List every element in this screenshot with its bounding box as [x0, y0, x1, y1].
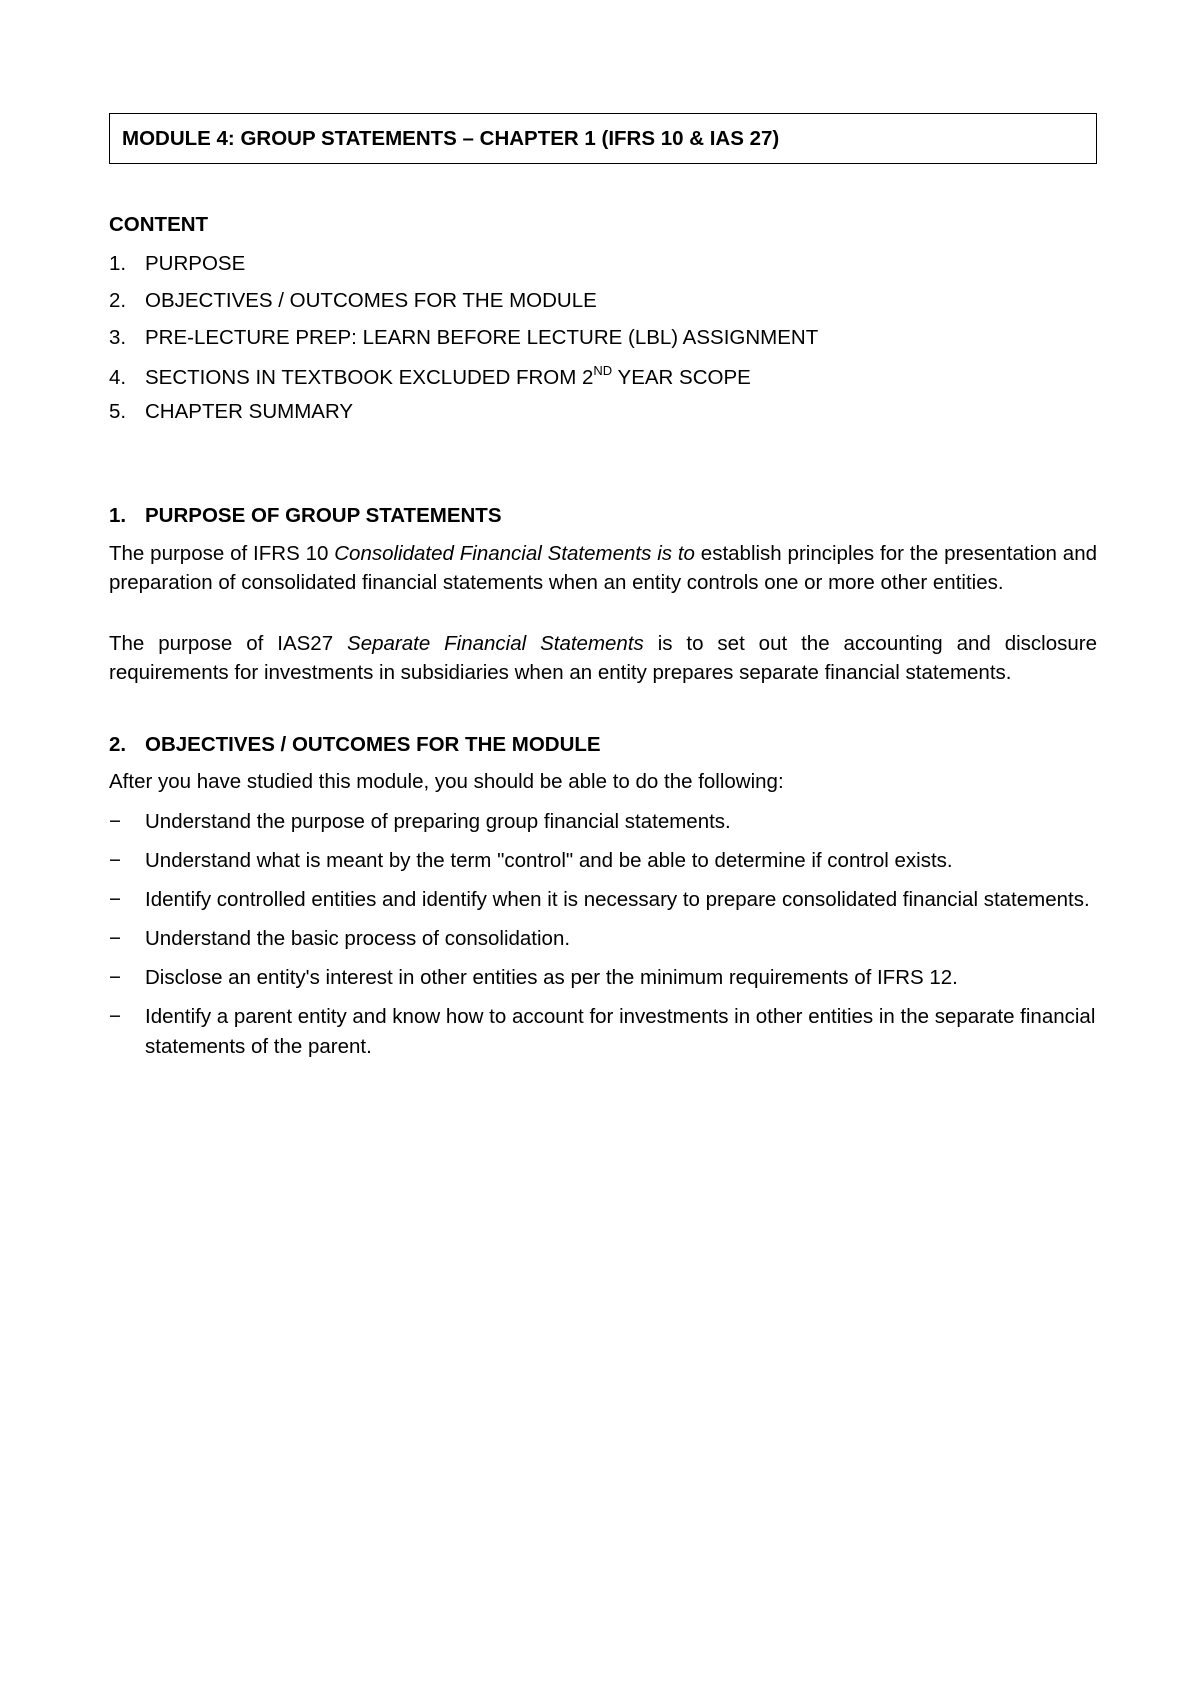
content-item-text: [145, 365, 751, 391]
objective-item: [109, 885, 1097, 915]
objective-text: Disclose an entity's interest in other entities as per the minimum requirements of IFRS 12.: [145, 966, 958, 989]
content-heading: CONTENT: [109, 213, 209, 236]
objective-text: Understand what is meant by the term "control" and be able to determine if control exists.: [145, 849, 953, 872]
content-list-item: [109, 399, 1097, 436]
objective-item: [109, 1002, 1097, 1062]
dash-bullet: −: [109, 888, 121, 911]
dash-bullet: −: [109, 966, 121, 989]
section-number: 2.: [109, 733, 127, 756]
content-item-number: 5.: [109, 400, 127, 423]
content-item-text-main: SECTIONS IN TEXTBOOK EXCLUDED FROM 2: [145, 366, 594, 389]
objective-text: Understand the purpose of preparing group financial statements.: [145, 810, 731, 833]
content-item-text: OBJECTIVES / OUTCOMES FOR THE MODULE: [145, 289, 597, 312]
objective-text: Identify controlled entities and identify when it is necessary to prepare consolidated financial statements.: [145, 888, 1090, 911]
content-item-text: PRE-LECTURE PREP: LEARN BEFORE LECTURE (LBL) ASSIGNMENT: [145, 326, 819, 349]
content-list: [109, 251, 1097, 436]
content-item-text: PURPOSE: [145, 252, 246, 275]
content-item-number: 3.: [109, 326, 127, 349]
content-item-number: 4.: [109, 366, 127, 389]
dash-bullet: −: [109, 927, 121, 950]
section-1-paragraph-2: [109, 630, 1097, 687]
content-item-number: 1.: [109, 252, 127, 275]
objective-text: Identify a parent entity and know how to account for investments in other entities in the separate financial statements of the parent.: [145, 1005, 1096, 1058]
section-1-heading: [109, 504, 502, 528]
section-1-paragraph-1: [109, 540, 1097, 597]
dash-bullet: −: [109, 849, 121, 872]
content-list-item: [109, 365, 1097, 399]
paragraph-text: The purpose of IAS27: [109, 632, 348, 655]
content-list-item: [109, 251, 1097, 288]
document-page: [109, 0, 1099, 1698]
paragraph-text: establish principles for the presentation and preparation of consolidated financial statements when an entity controls one or more other entities.: [109, 542, 1097, 594]
content-list-item: [109, 288, 1097, 325]
objective-item: [109, 846, 1097, 876]
section-number: 1.: [109, 504, 127, 527]
content-item-number: 2.: [109, 289, 127, 312]
paragraph-text: The purpose of IFRS 10: [109, 542, 335, 565]
content-list-item: [109, 325, 1097, 365]
section-title: OBJECTIVES / OUTCOMES FOR THE MODULE: [145, 733, 601, 756]
content-item-text: CHAPTER SUMMARY: [145, 400, 354, 423]
paragraph-italic-text: Separate Financial Statements: [347, 632, 644, 655]
objective-item: [109, 807, 1097, 837]
objectives-list: [109, 807, 1097, 1071]
paragraph-text: is to set out the accounting and disclosure requirements for investments in subsidiaries when an entity prepares separate financial statements.: [109, 632, 1097, 684]
superscript-nd: ND: [593, 363, 613, 378]
module-title-box: [109, 113, 1097, 164]
objective-item: [109, 924, 1097, 954]
dash-bullet: −: [109, 1005, 121, 1028]
module-title: MODULE 4: GROUP STATEMENTS – CHAPTER 1 (IFRS 10 & IAS 27): [122, 126, 780, 150]
section-2-intro: After you have studied this module, you should be able to do the following:: [109, 770, 784, 793]
dash-bullet: −: [109, 810, 121, 833]
section-2-heading: [109, 733, 601, 757]
section-title: PURPOSE OF GROUP STATEMENTS: [145, 504, 502, 527]
content-item-text-tail: YEAR SCOPE: [612, 366, 751, 389]
objective-text: Understand the basic process of consolidation.: [145, 927, 571, 950]
objective-item: [109, 963, 1097, 993]
paragraph-italic-text: Consolidated Financial Statements is to: [334, 542, 695, 565]
